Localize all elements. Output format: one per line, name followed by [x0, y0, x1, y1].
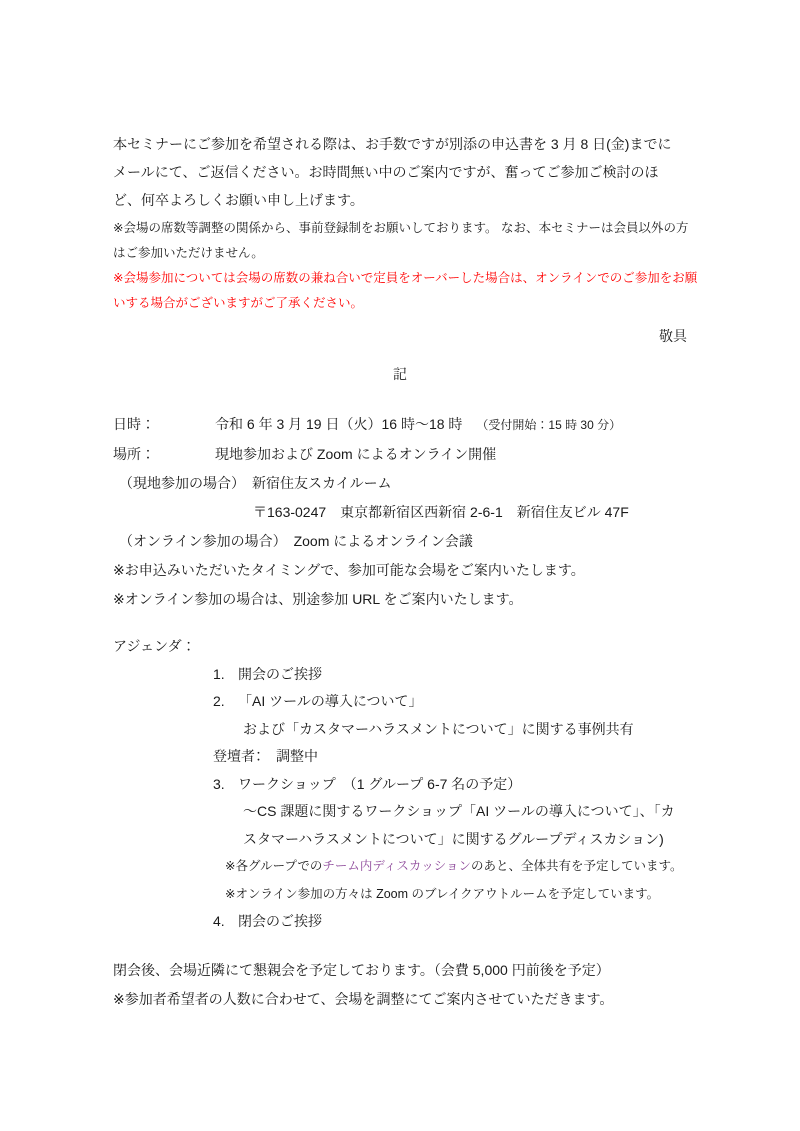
- red-note-line: ※会場参加については会場の席数の兼ね合いで定員をオーバーした場合は、オンラインでのご参加をお願: [113, 271, 698, 285]
- closing-salutation: 敬具: [659, 328, 687, 344]
- agenda-item-number: 4.: [213, 913, 225, 929]
- onsite-venue-row: （現地参加の場合） 新宿住友スカイルーム: [119, 475, 392, 491]
- agenda-item-text: 開会のご挨拶: [238, 665, 322, 682]
- agenda-item-text: ワークショップ （1 グループ 6-7 名の予定）: [238, 775, 522, 792]
- datetime-value: 令和 6 年 3 月 19 日（火）16 時～18 時: [215, 416, 463, 432]
- afterparty-note: ※参加者希望者の人数に合わせて、会場を調整にてご案内させていただきます。: [113, 990, 614, 1007]
- reception-start-note: （受付開始：15 時 30 分）: [476, 418, 622, 432]
- team-discussion-highlight: チーム内ディスカッション: [322, 859, 471, 873]
- place-row: [113, 440, 629, 469]
- note-line: ※会場の席数等調整の関係から、事前登録制をお願いしております。 なお、本セミナーは会員以外の方: [113, 221, 689, 235]
- agenda-item-text: 「AI ツールの導入について」: [238, 693, 423, 709]
- place-value: 現地参加および Zoom によるオンライン開催: [215, 446, 497, 462]
- speaker-row: 登壇者： 調整中: [213, 748, 318, 764]
- intro-line: ど、何卒よろしくお願い申し上げます。: [113, 192, 364, 208]
- datetime-label: 日時：: [113, 416, 155, 432]
- agenda-item-number: 2.: [213, 693, 225, 709]
- event-details: [113, 410, 629, 614]
- note-text: ※各グループでの: [225, 859, 323, 873]
- venue-address-row: 〒163-0247 東京都新宿区西新宿 2-6-1 新宿住友ビル 47F: [253, 504, 629, 520]
- agenda-item-3: [113, 771, 683, 799]
- online-venue-row: （オンライン参加の場合） Zoom によるオンライン会議: [119, 533, 473, 549]
- intro-line: メールにて、ご返信ください。お時間無い中のご案内ですが、奮ってご参加ご検討のほ: [113, 164, 659, 180]
- agenda-item-2: [113, 688, 683, 716]
- place-label: 場所：: [113, 446, 155, 462]
- agenda-section: [113, 633, 683, 936]
- agenda-heading: アジェンダ：: [113, 638, 196, 654]
- intro-paragraph: [113, 130, 671, 214]
- agenda-item-number: 3.: [213, 775, 225, 792]
- closing-paragraph: [113, 956, 613, 1013]
- intro-line: 本セミナーにご参加を希望される際は、お手数ですが別添の申込書を 3 月 8 日(金)までに: [113, 136, 672, 152]
- agenda-item-4: [113, 908, 683, 936]
- online-url-note: ※オンライン参加の場合は、別途参加 URL をご案内いたします。: [113, 591, 523, 607]
- venue-guidance-note: ※お申込みいただいたタイミングで、参加可能な会場をご案内いたします。: [113, 562, 585, 578]
- registration-notes: [113, 216, 697, 316]
- agenda-item-number: 1.: [213, 665, 225, 682]
- workshop-description-line: ～CS 課題に関するワークショップ「AI ツールの導入について」、「カ: [243, 803, 675, 819]
- note-line: はご参加いただけません。: [113, 246, 264, 260]
- agenda-item-text: 閉会のご挨拶: [238, 913, 322, 929]
- ki-marker: 記: [393, 366, 407, 382]
- workshop-note-breakout: ※オンライン参加の方々は Zoom のブレイクアウトルームを予定しています。: [225, 886, 660, 901]
- afterparty-line: 閉会後、会場近隣にて懇親会を予定しております。（会費 5,000 円前後を予定）: [113, 962, 610, 978]
- workshop-description-line: スタマーハラスメントについて」に関するグループディスカション): [243, 830, 664, 847]
- agenda-item-1: [113, 661, 683, 689]
- datetime-row: [113, 410, 629, 440]
- agenda-item-2-continuation: および「カスタマーハラスメントについて」に関する事例共有: [243, 720, 634, 737]
- note-text: のあと、全体共有を予定しています。: [471, 859, 683, 873]
- workshop-note-discussion: [113, 853, 683, 881]
- red-note-line: いする場合がございますがご了承ください。: [113, 296, 364, 310]
